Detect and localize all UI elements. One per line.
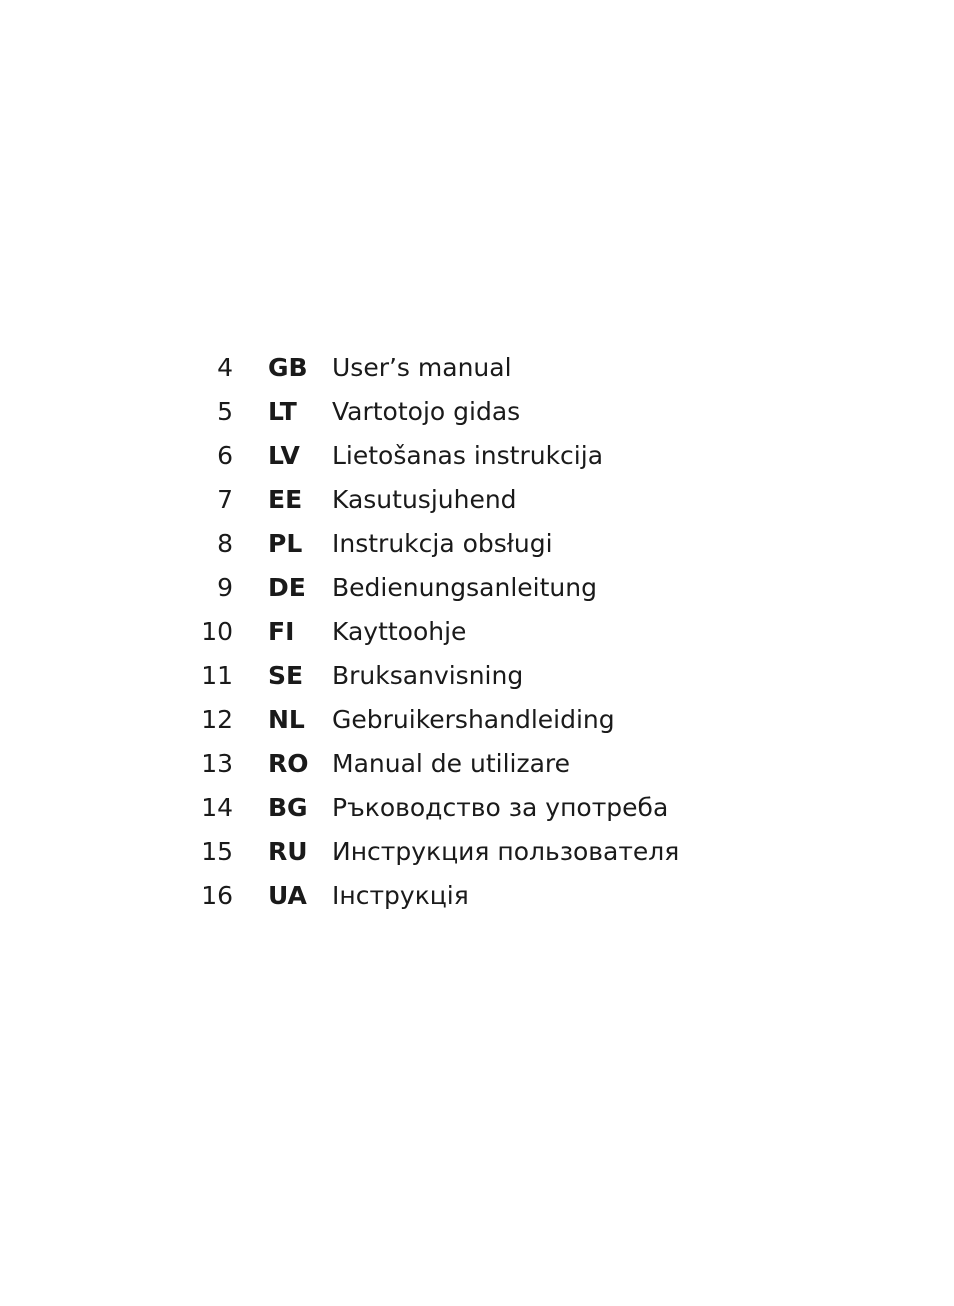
toc-page-number: 7 [217, 485, 233, 514]
toc-language-code: DE [268, 573, 306, 602]
toc-row-de[interactable] [190, 566, 790, 610]
toc-language-code: LV [268, 441, 300, 470]
toc-language-code: UA [268, 881, 307, 910]
toc-title: Инструкция пользователя [332, 837, 680, 866]
toc-title: Kayttoohje [332, 617, 467, 646]
toc-page-number: 15 [201, 837, 233, 866]
toc-row-bg[interactable] [190, 786, 790, 830]
toc-language-code: RU [268, 837, 308, 866]
toc-row-gb[interactable] [190, 346, 790, 390]
toc-page-number: 12 [201, 705, 233, 734]
toc-row-lt[interactable] [190, 390, 790, 434]
toc-title: Gebruikershandleiding [332, 705, 615, 734]
toc-language-code: RO [268, 749, 309, 778]
toc-row-ru[interactable] [190, 830, 790, 874]
toc-row-ee[interactable] [190, 478, 790, 522]
toc-page-number: 9 [217, 573, 233, 602]
toc-title: Instrukcja obsługi [332, 529, 553, 558]
toc-title: Ръководство за употреба [332, 793, 669, 822]
table-of-contents [190, 346, 790, 918]
toc-language-code: BG [268, 793, 308, 822]
toc-language-code: EE [268, 485, 303, 514]
toc-page-number: 8 [217, 529, 233, 558]
toc-row-ua[interactable] [190, 874, 790, 918]
toc-row-ro[interactable] [190, 742, 790, 786]
toc-page-number: 16 [201, 881, 233, 910]
toc-language-code: FI [268, 617, 295, 646]
toc-page-number: 13 [201, 749, 233, 778]
toc-page-number: 5 [217, 397, 233, 426]
toc-row-pl[interactable] [190, 522, 790, 566]
toc-language-code: PL [268, 529, 303, 558]
toc-page-number: 14 [201, 793, 233, 822]
toc-language-code: NL [268, 705, 305, 734]
toc-language-code: GB [268, 353, 308, 382]
toc-title: Vartotojo gidas [332, 397, 521, 426]
toc-title: User’s manual [332, 353, 512, 382]
toc-page-number: 11 [201, 661, 233, 690]
toc-title: Kasutusjuhend [332, 485, 517, 514]
toc-title: Lietošanas instrukcija [332, 441, 604, 470]
toc-title: Bruksanvisning [332, 661, 524, 690]
toc-row-lv[interactable] [190, 434, 790, 478]
toc-page-number: 4 [217, 353, 233, 382]
toc-row-fi[interactable] [190, 610, 790, 654]
toc-language-code: LT [268, 397, 297, 426]
toc-page-number: 10 [201, 617, 233, 646]
toc-page-number: 6 [217, 441, 233, 470]
toc-title: Manual de utilizare [332, 749, 571, 778]
toc-title: Bedienungsanleitung [332, 573, 597, 602]
toc-language-code: SE [268, 661, 304, 690]
toc-title: Інструкція [332, 881, 469, 910]
toc-row-nl[interactable] [190, 698, 790, 742]
toc-row-se[interactable] [190, 654, 790, 698]
